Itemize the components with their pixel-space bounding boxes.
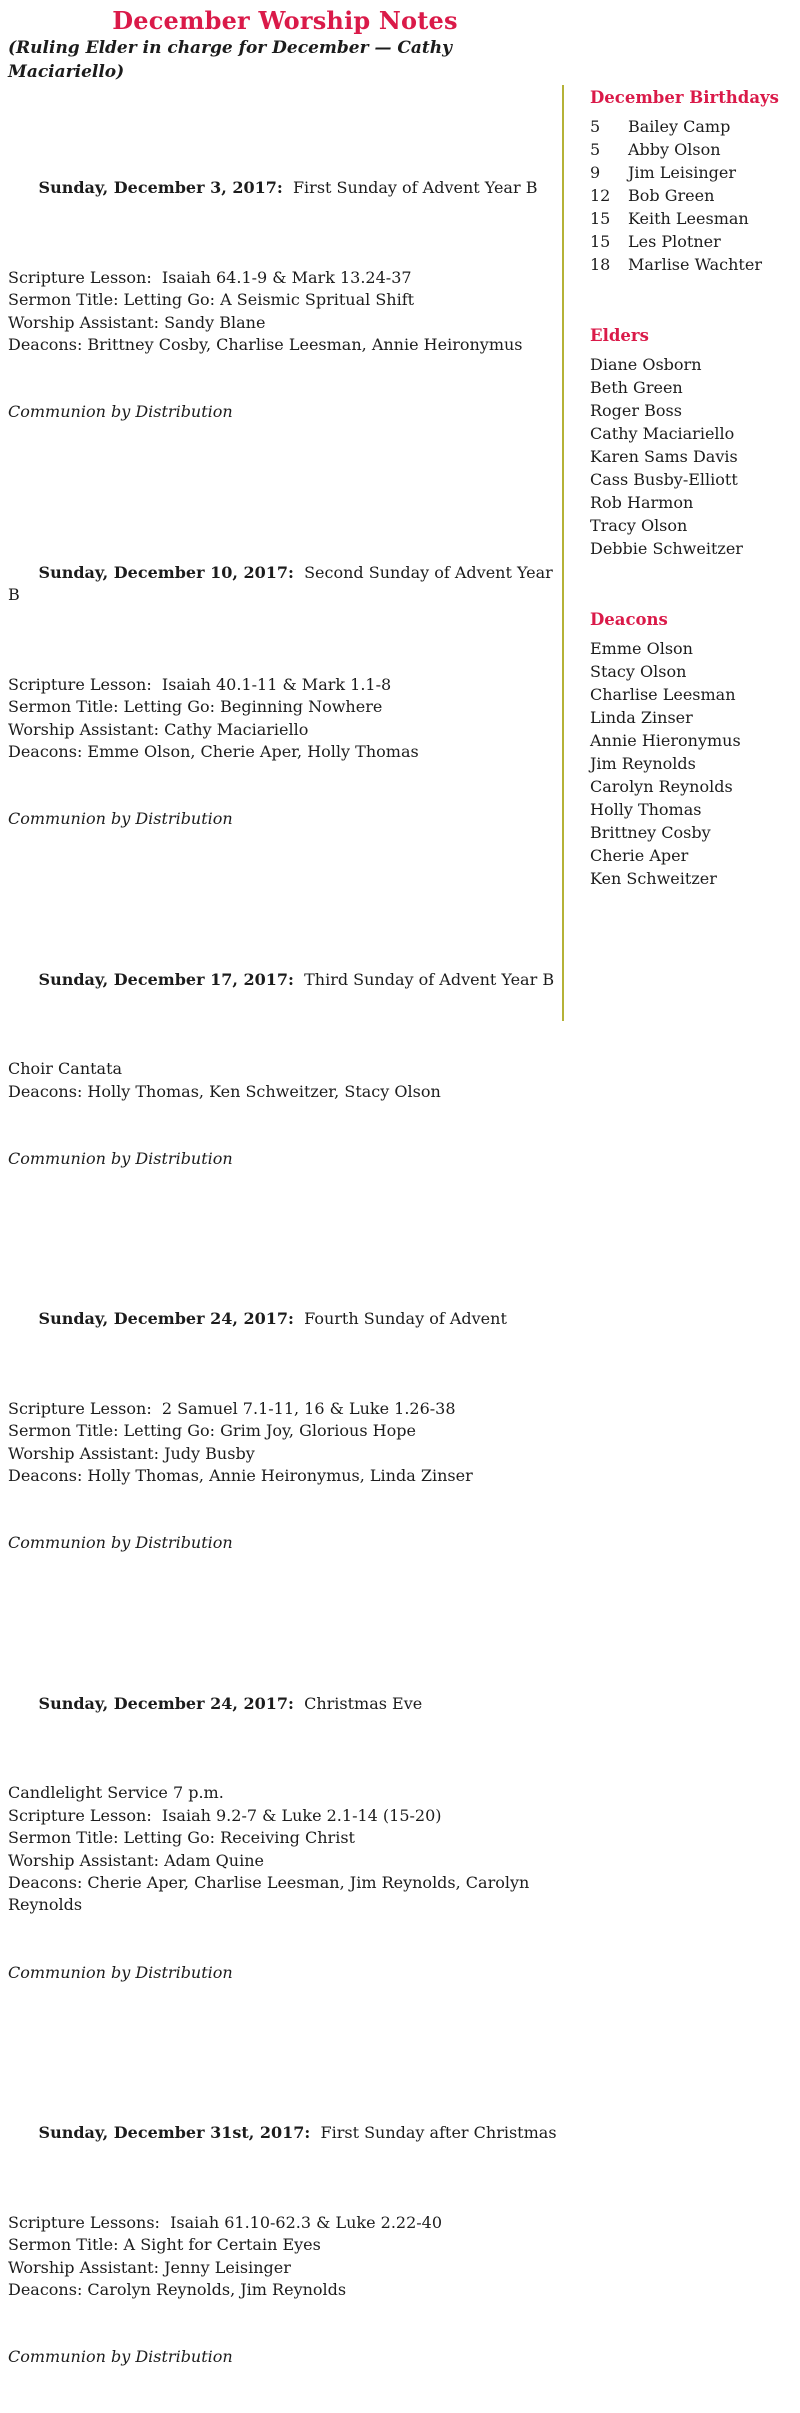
service-date: Sunday, December 3, 2017: bbox=[38, 178, 283, 198]
birthdays-heading: December Birthdays bbox=[590, 88, 779, 107]
birthday-row bbox=[590, 184, 800, 207]
service-line: Sermon Title: A Sight for Certain Eyes bbox=[8, 2235, 321, 2255]
service-block bbox=[8, 495, 562, 876]
service-line: Deacons: Emme Olson, Cherie Aper, Holly Thomas bbox=[8, 741, 419, 761]
deacon-name: Ken Schweitzer bbox=[590, 869, 717, 888]
service-communion: Communion by Distribution bbox=[8, 809, 233, 829]
birthday-row bbox=[590, 207, 800, 230]
page-subtitle: (Ruling Elder in charge for December — Cathy Maciariello) bbox=[8, 38, 458, 82]
elder-name: Karen Sams Davis bbox=[590, 447, 738, 466]
service-heading bbox=[8, 539, 562, 629]
service-heading bbox=[8, 2100, 562, 2167]
birthday-day: 15 bbox=[590, 232, 611, 251]
service-lines bbox=[8, 1058, 562, 1103]
service-communion: Communion by Distribution bbox=[8, 2347, 233, 2367]
service-communion: Communion by Distribution bbox=[8, 1533, 233, 1553]
birthday-row bbox=[590, 138, 800, 161]
service-line: Scripture Lessons: Isaiah 61.10-62.3 & Luke 2.22-40 bbox=[8, 2212, 443, 2232]
service-line: Sermon Title: Letting Go: Receiving Christ bbox=[8, 1828, 355, 1848]
service-line: Sermon Title: Letting Go: Beginning Nowhere bbox=[8, 697, 383, 717]
elder-name: Debbie Schweitzer bbox=[590, 539, 743, 558]
service-block bbox=[8, 1626, 562, 2029]
service-line: Choir Cantata bbox=[8, 1059, 123, 1079]
elder-name: Beth Green bbox=[590, 378, 683, 397]
worship-notes-column bbox=[8, 6, 562, 2367]
birthday-name: Marlise Wachter bbox=[628, 255, 762, 274]
deacon-name: Stacy Olson bbox=[590, 662, 687, 681]
service-line: Scripture Lesson: Isaiah 40.1-11 & Mark 1.1-8 bbox=[8, 674, 392, 694]
birthday-name: Keith Leesman bbox=[628, 209, 749, 228]
service-line: Deacons: Holly Thomas, Ken Schweitzer, Stacy Olson bbox=[8, 1081, 441, 1101]
birthday-name: Bob Green bbox=[628, 186, 715, 205]
deacon-name: Linda Zinser bbox=[590, 708, 693, 727]
birthday-name: Bailey Camp bbox=[628, 117, 731, 136]
birthday-day: 9 bbox=[590, 163, 601, 182]
service-lines bbox=[8, 1782, 562, 1916]
service-communion: Communion by Distribution bbox=[8, 1962, 233, 1982]
service-date: Sunday, December 24, 2017: bbox=[38, 1309, 294, 1329]
birthday-row bbox=[590, 115, 800, 138]
deacons-list bbox=[590, 637, 800, 890]
service-block bbox=[8, 2055, 562, 2413]
deacon-name: Cherie Aper bbox=[590, 846, 689, 865]
service-line: Scripture Lesson: Isaiah 64.1-9 & Mark 13.24-37 bbox=[8, 267, 412, 287]
service-line: Deacons: Brittney Cosby, Charlise Leesman, Annie Heironymus bbox=[8, 335, 523, 355]
birthday-row bbox=[590, 253, 800, 276]
service-occasion: Christmas Eve bbox=[293, 1693, 423, 1713]
deacon-name: Carolyn Reynolds bbox=[590, 777, 733, 796]
deacon-name: Holly Thomas bbox=[590, 800, 702, 819]
service-communion: Communion by Distribution bbox=[8, 1148, 233, 1168]
elder-name: Roger Boss bbox=[590, 401, 682, 420]
birthday-day: 18 bbox=[590, 255, 611, 274]
deacon-name: Emme Olson bbox=[590, 639, 693, 658]
elder-name: Cathy Maciariello bbox=[590, 424, 735, 443]
elder-name: Diane Osborn bbox=[590, 355, 702, 374]
service-line: Worship Assistant: Cathy Maciariello bbox=[8, 719, 309, 739]
deacon-name: Brittney Cosby bbox=[590, 823, 711, 842]
elder-name: Tracy Olson bbox=[590, 516, 688, 535]
elders-list bbox=[590, 353, 800, 560]
service-line: Sermon Title: Letting Go: A Seismic Spritual Shift bbox=[8, 290, 415, 310]
service-line: Scripture Lesson: Isaiah 9.2-7 & Luke 2.1-14 (15-20) bbox=[8, 1805, 442, 1825]
elders-heading: Elders bbox=[590, 326, 649, 345]
birthday-day: 5 bbox=[590, 140, 601, 159]
service-block bbox=[8, 1241, 562, 1600]
service-date: Sunday, December 24, 2017: bbox=[38, 1693, 294, 1713]
deacon-name: Jim Reynolds bbox=[590, 754, 696, 773]
service-occasion: Second Sunday of Advent Year B bbox=[8, 562, 558, 605]
service-heading bbox=[8, 1670, 562, 1737]
service-block bbox=[8, 901, 562, 1215]
service-line: Deacons: Cherie Aper, Charlise Leesman, Jim Reynolds, Carolyn Reynolds bbox=[8, 1873, 535, 1915]
birthday-row bbox=[590, 161, 800, 184]
service-line: Worship Assistant: Sandy Blane bbox=[8, 312, 266, 332]
birthdays-section bbox=[590, 86, 800, 276]
service-communion: Communion by Distribution bbox=[8, 402, 233, 422]
birthday-name: Jim Leisinger bbox=[628, 163, 736, 182]
elder-name: Rob Harmon bbox=[590, 493, 694, 512]
service-lines bbox=[8, 2212, 562, 2302]
service-lines bbox=[8, 1398, 562, 1488]
service-block bbox=[8, 110, 562, 469]
service-heading bbox=[8, 155, 562, 222]
birthday-name: Abby Olson bbox=[628, 140, 721, 159]
service-lines bbox=[8, 674, 562, 764]
service-heading bbox=[8, 1286, 562, 1353]
service-line: Deacons: Holly Thomas, Annie Heironymus, Linda Zinser bbox=[8, 1466, 473, 1486]
service-date: Sunday, December 10, 2017: bbox=[38, 562, 294, 582]
service-line: Deacons: Carolyn Reynolds, Jim Reynolds bbox=[8, 2279, 347, 2299]
service-date: Sunday, December 17, 2017: bbox=[38, 969, 294, 989]
deacon-name: Annie Hieronymus bbox=[590, 731, 741, 750]
service-occasion: First Sunday after Christmas bbox=[310, 2123, 557, 2143]
birthdays-list bbox=[590, 115, 800, 276]
service-date: Sunday, December 31st, 2017: bbox=[38, 2123, 311, 2143]
birthday-row bbox=[590, 230, 800, 253]
elders-section bbox=[590, 324, 800, 560]
service-line: Worship Assistant: Adam Quine bbox=[8, 1850, 264, 1870]
service-occasion: Third Sunday of Advent Year B bbox=[293, 969, 555, 989]
elder-name: Cass Busby-Elliott bbox=[590, 470, 738, 489]
deacons-section bbox=[590, 608, 800, 890]
deacons-heading: Deacons bbox=[590, 610, 668, 629]
service-lines bbox=[8, 267, 562, 357]
services-list bbox=[8, 110, 562, 2413]
service-occasion: First Sunday of Advent Year B bbox=[282, 178, 538, 198]
service-line: Scripture Lesson: 2 Samuel 7.1-11, 16 & Luke 1.26-38 bbox=[8, 1398, 456, 1418]
birthday-day: 5 bbox=[590, 117, 601, 136]
birthday-day: 12 bbox=[590, 186, 611, 205]
sidebar bbox=[564, 6, 800, 1021]
service-line: Candlelight Service 7 p.m. bbox=[8, 1783, 224, 1803]
service-occasion: Fourth Sunday of Advent bbox=[293, 1309, 507, 1329]
birthday-day: 15 bbox=[590, 209, 611, 228]
service-line: Worship Assistant: Judy Busby bbox=[8, 1443, 255, 1463]
deacon-name: Charlise Leesman bbox=[590, 685, 736, 704]
service-heading bbox=[8, 946, 562, 1013]
birthday-name: Les Plotner bbox=[628, 232, 721, 251]
service-line: Worship Assistant: Jenny Leisinger bbox=[8, 2257, 291, 2277]
service-line: Sermon Title: Letting Go: Grim Joy, Glorious Hope bbox=[8, 1421, 416, 1441]
page-title: December Worship Notes bbox=[112, 6, 458, 35]
